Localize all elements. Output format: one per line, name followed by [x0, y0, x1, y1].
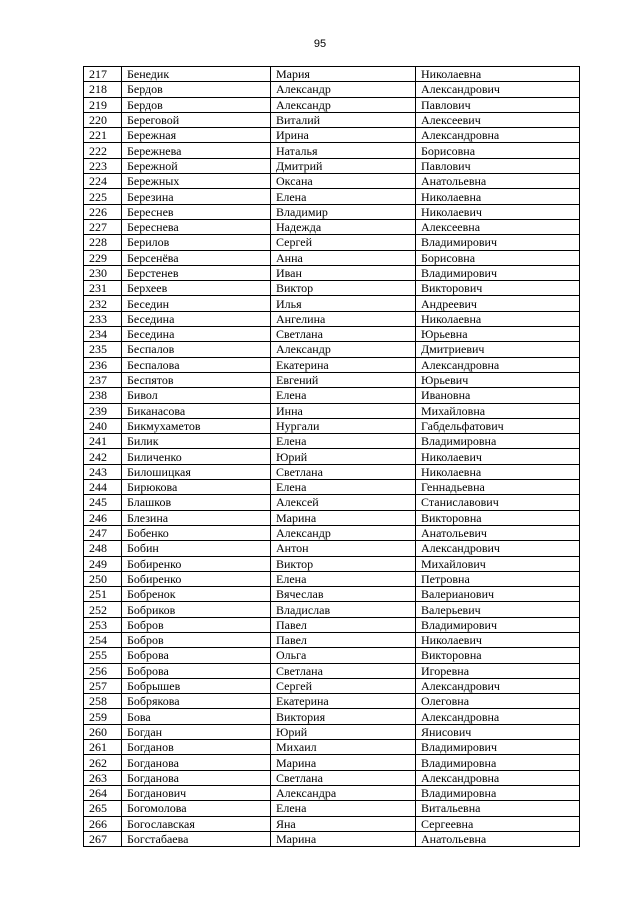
- first-name-cell: Екатерина: [271, 694, 416, 709]
- table-row: [84, 342, 580, 357]
- table-row: [84, 694, 580, 709]
- table-row: [84, 602, 580, 617]
- first-name-cell: Ангелина: [271, 311, 416, 326]
- patronymic-cell: Владимирович: [416, 617, 580, 632]
- row-number-cell: 245: [84, 495, 122, 510]
- table-row: [84, 281, 580, 296]
- last-name-cell: Биличенко: [122, 449, 271, 464]
- first-name-cell: Александр: [271, 82, 416, 97]
- row-number-cell: 220: [84, 112, 122, 127]
- table-row: [84, 97, 580, 112]
- table-row: [84, 372, 580, 387]
- row-number-cell: 231: [84, 281, 122, 296]
- row-number-cell: 256: [84, 663, 122, 678]
- table-row: [84, 556, 580, 571]
- first-name-cell: Евгений: [271, 372, 416, 387]
- row-number-cell: 228: [84, 235, 122, 250]
- last-name-cell: Бобенко: [122, 525, 271, 540]
- patronymic-cell: Игоревна: [416, 663, 580, 678]
- row-number-cell: 241: [84, 434, 122, 449]
- row-number-cell: 257: [84, 678, 122, 693]
- patronymic-cell: Александровна: [416, 357, 580, 372]
- first-name-cell: Сергей: [271, 235, 416, 250]
- last-name-cell: Берилов: [122, 235, 271, 250]
- patronymic-cell: Александрович: [416, 678, 580, 693]
- row-number-cell: 249: [84, 556, 122, 571]
- table-row: [84, 587, 580, 602]
- row-number-cell: 227: [84, 219, 122, 234]
- table-row: [84, 678, 580, 693]
- patronymic-cell: Янисович: [416, 724, 580, 739]
- last-name-cell: Беспятов: [122, 372, 271, 387]
- table-row: [84, 740, 580, 755]
- patronymic-cell: Витальевна: [416, 801, 580, 816]
- table-row: [84, 143, 580, 158]
- first-name-cell: Анна: [271, 250, 416, 265]
- patronymic-cell: Анатольевич: [416, 525, 580, 540]
- first-name-cell: Юрий: [271, 449, 416, 464]
- row-number-cell: 225: [84, 189, 122, 204]
- row-number-cell: 261: [84, 740, 122, 755]
- patronymic-cell: Анатольевна: [416, 174, 580, 189]
- last-name-cell: Богданова: [122, 770, 271, 785]
- last-name-cell: Блашков: [122, 495, 271, 510]
- row-number-cell: 218: [84, 82, 122, 97]
- row-number-cell: 264: [84, 785, 122, 800]
- first-name-cell: Иван: [271, 265, 416, 280]
- patronymic-cell: Николаевна: [416, 189, 580, 204]
- last-name-cell: Бова: [122, 709, 271, 724]
- last-name-cell: Бердов: [122, 97, 271, 112]
- row-number-cell: 221: [84, 128, 122, 143]
- patronymic-cell: Юрьевич: [416, 372, 580, 387]
- first-name-cell: Елена: [271, 801, 416, 816]
- first-name-cell: Светлана: [271, 327, 416, 342]
- patronymic-cell: Владимировна: [416, 785, 580, 800]
- first-name-cell: Светлана: [271, 770, 416, 785]
- last-name-cell: Бикмухаметов: [122, 418, 271, 433]
- row-number-cell: 242: [84, 449, 122, 464]
- table-row: [84, 158, 580, 173]
- patronymic-cell: Андреевич: [416, 296, 580, 311]
- first-name-cell: Инна: [271, 403, 416, 418]
- last-name-cell: Берсенёва: [122, 250, 271, 265]
- patronymic-cell: Владимирович: [416, 740, 580, 755]
- first-name-cell: Александр: [271, 97, 416, 112]
- last-name-cell: Бобиренко: [122, 556, 271, 571]
- patronymic-cell: Алексеевна: [416, 219, 580, 234]
- table-row: [84, 403, 580, 418]
- table-row: [84, 82, 580, 97]
- row-number-cell: 260: [84, 724, 122, 739]
- row-number-cell: 258: [84, 694, 122, 709]
- patronymic-cell: Николаевич: [416, 204, 580, 219]
- last-name-cell: Бобиренко: [122, 571, 271, 586]
- first-name-cell: Виталий: [271, 112, 416, 127]
- first-name-cell: Екатерина: [271, 357, 416, 372]
- last-name-cell: Беседина: [122, 311, 271, 326]
- patronymic-cell: Николаевна: [416, 67, 580, 82]
- patronymic-cell: Александровна: [416, 770, 580, 785]
- patronymic-cell: Сергеевна: [416, 816, 580, 831]
- table-row: [84, 357, 580, 372]
- row-number-cell: 263: [84, 770, 122, 785]
- last-name-cell: Боброва: [122, 648, 271, 663]
- patronymic-cell: Анатольевна: [416, 831, 580, 846]
- roster-table-body: [84, 67, 580, 847]
- last-name-cell: Богомолова: [122, 801, 271, 816]
- table-row: [84, 112, 580, 127]
- last-name-cell: Берстенев: [122, 265, 271, 280]
- last-name-cell: Бережная: [122, 128, 271, 143]
- last-name-cell: Береговой: [122, 112, 271, 127]
- last-name-cell: Береснева: [122, 219, 271, 234]
- first-name-cell: Елена: [271, 571, 416, 586]
- last-name-cell: Богославская: [122, 816, 271, 831]
- first-name-cell: Александр: [271, 525, 416, 540]
- first-name-cell: Марина: [271, 831, 416, 846]
- table-row: [84, 801, 580, 816]
- row-number-cell: 250: [84, 571, 122, 586]
- last-name-cell: Бобрышев: [122, 678, 271, 693]
- table-row: [84, 495, 580, 510]
- row-number-cell: 232: [84, 296, 122, 311]
- first-name-cell: Ольга: [271, 648, 416, 663]
- row-number-cell: 243: [84, 464, 122, 479]
- first-name-cell: Марина: [271, 755, 416, 770]
- last-name-cell: Беседин: [122, 296, 271, 311]
- first-name-cell: Вячеслав: [271, 587, 416, 602]
- row-number-cell: 229: [84, 250, 122, 265]
- row-number-cell: 265: [84, 801, 122, 816]
- last-name-cell: Бобров: [122, 632, 271, 647]
- patronymic-cell: Борисовна: [416, 250, 580, 265]
- patronymic-cell: Николаевич: [416, 632, 580, 647]
- patronymic-cell: Ивановна: [416, 388, 580, 403]
- patronymic-cell: Владимирович: [416, 235, 580, 250]
- first-name-cell: Елена: [271, 189, 416, 204]
- table-row: [84, 296, 580, 311]
- first-name-cell: Оксана: [271, 174, 416, 189]
- table-row: [84, 770, 580, 785]
- last-name-cell: Беспалов: [122, 342, 271, 357]
- row-number-cell: 223: [84, 158, 122, 173]
- last-name-cell: Богдан: [122, 724, 271, 739]
- last-name-cell: Берхеев: [122, 281, 271, 296]
- patronymic-cell: Павлович: [416, 158, 580, 173]
- row-number-cell: 237: [84, 372, 122, 387]
- table-row: [84, 265, 580, 280]
- patronymic-cell: Владимировна: [416, 755, 580, 770]
- table-row: [84, 235, 580, 250]
- table-row: [84, 327, 580, 342]
- table-row: [84, 250, 580, 265]
- row-number-cell: 239: [84, 403, 122, 418]
- row-number-cell: 267: [84, 831, 122, 846]
- last-name-cell: Бобриков: [122, 602, 271, 617]
- last-name-cell: Беседина: [122, 327, 271, 342]
- last-name-cell: Билошицкая: [122, 464, 271, 479]
- patronymic-cell: Александрович: [416, 82, 580, 97]
- row-number-cell: 219: [84, 97, 122, 112]
- last-name-cell: Бивол: [122, 388, 271, 403]
- first-name-cell: Нургали: [271, 418, 416, 433]
- row-number-cell: 266: [84, 816, 122, 831]
- row-number-cell: 251: [84, 587, 122, 602]
- row-number-cell: 248: [84, 541, 122, 556]
- patronymic-cell: Станиславович: [416, 495, 580, 510]
- last-name-cell: Богданова: [122, 755, 271, 770]
- patronymic-cell: Борисовна: [416, 143, 580, 158]
- table-row: [84, 785, 580, 800]
- first-name-cell: Александра: [271, 785, 416, 800]
- last-name-cell: Бобрякова: [122, 694, 271, 709]
- row-number-cell: 247: [84, 525, 122, 540]
- last-name-cell: Бердов: [122, 82, 271, 97]
- table-row: [84, 204, 580, 219]
- patronymic-cell: Алексеевич: [416, 112, 580, 127]
- first-name-cell: Илья: [271, 296, 416, 311]
- first-name-cell: Павел: [271, 617, 416, 632]
- roster-table: [83, 66, 580, 847]
- table-row: [84, 388, 580, 403]
- last-name-cell: Бережных: [122, 174, 271, 189]
- patronymic-cell: Владимировна: [416, 434, 580, 449]
- table-row: [84, 480, 580, 495]
- row-number-cell: 254: [84, 632, 122, 647]
- table-row: [84, 663, 580, 678]
- row-number-cell: 253: [84, 617, 122, 632]
- table-row: [84, 418, 580, 433]
- row-number-cell: 252: [84, 602, 122, 617]
- first-name-cell: Светлана: [271, 464, 416, 479]
- patronymic-cell: Александровна: [416, 709, 580, 724]
- row-number-cell: 222: [84, 143, 122, 158]
- row-number-cell: 234: [84, 327, 122, 342]
- first-name-cell: Елена: [271, 480, 416, 495]
- patronymic-cell: Валерьевич: [416, 602, 580, 617]
- patronymic-cell: Юрьевна: [416, 327, 580, 342]
- table-row: [84, 525, 580, 540]
- first-name-cell: Александр: [271, 342, 416, 357]
- first-name-cell: Надежда: [271, 219, 416, 234]
- patronymic-cell: Валерианович: [416, 587, 580, 602]
- row-number-cell: 217: [84, 67, 122, 82]
- table-row: [84, 816, 580, 831]
- table-row: [84, 189, 580, 204]
- last-name-cell: Береснев: [122, 204, 271, 219]
- patronymic-cell: Павлович: [416, 97, 580, 112]
- last-name-cell: Бобренок: [122, 587, 271, 602]
- table-row: [84, 510, 580, 525]
- first-name-cell: Дмитрий: [271, 158, 416, 173]
- table-row: [84, 434, 580, 449]
- first-name-cell: Владимир: [271, 204, 416, 219]
- table-row: [84, 541, 580, 556]
- patronymic-cell: Викторович: [416, 281, 580, 296]
- row-number-cell: 246: [84, 510, 122, 525]
- row-number-cell: 235: [84, 342, 122, 357]
- first-name-cell: Елена: [271, 434, 416, 449]
- patronymic-cell: Владимирович: [416, 265, 580, 280]
- first-name-cell: Михаил: [271, 740, 416, 755]
- row-number-cell: 259: [84, 709, 122, 724]
- row-number-cell: 240: [84, 418, 122, 433]
- first-name-cell: Алексей: [271, 495, 416, 510]
- patronymic-cell: Дмитриевич: [416, 342, 580, 357]
- table-row: [84, 617, 580, 632]
- last-name-cell: Богданов: [122, 740, 271, 755]
- table-row: [84, 755, 580, 770]
- patronymic-cell: Николаевич: [416, 449, 580, 464]
- last-name-cell: Богданович: [122, 785, 271, 800]
- patronymic-cell: Николаевна: [416, 464, 580, 479]
- last-name-cell: Бобров: [122, 617, 271, 632]
- last-name-cell: Биканасова: [122, 403, 271, 418]
- patronymic-cell: Михайлович: [416, 556, 580, 571]
- last-name-cell: Бережнева: [122, 143, 271, 158]
- first-name-cell: Юрий: [271, 724, 416, 739]
- first-name-cell: Наталья: [271, 143, 416, 158]
- table-row: [84, 174, 580, 189]
- table-row: [84, 724, 580, 739]
- first-name-cell: Марина: [271, 510, 416, 525]
- table-row: [84, 219, 580, 234]
- last-name-cell: Бережной: [122, 158, 271, 173]
- first-name-cell: Виктория: [271, 709, 416, 724]
- table-row: [84, 128, 580, 143]
- patronymic-cell: Александрович: [416, 541, 580, 556]
- patronymic-cell: Александровна: [416, 128, 580, 143]
- patronymic-cell: Олеговна: [416, 694, 580, 709]
- table-row: [84, 571, 580, 586]
- first-name-cell: Виктор: [271, 281, 416, 296]
- patronymic-cell: Николаевна: [416, 311, 580, 326]
- first-name-cell: Елена: [271, 388, 416, 403]
- table-row: [84, 648, 580, 663]
- last-name-cell: Блезина: [122, 510, 271, 525]
- table-row: [84, 709, 580, 724]
- first-name-cell: Мария: [271, 67, 416, 82]
- patronymic-cell: Викторовна: [416, 648, 580, 663]
- table-row: [84, 831, 580, 846]
- row-number-cell: 238: [84, 388, 122, 403]
- row-number-cell: 224: [84, 174, 122, 189]
- last-name-cell: Богстабаева: [122, 831, 271, 846]
- table-row: [84, 464, 580, 479]
- row-number-cell: 262: [84, 755, 122, 770]
- table-row: [84, 67, 580, 82]
- row-number-cell: 236: [84, 357, 122, 372]
- row-number-cell: 244: [84, 480, 122, 495]
- table-row: [84, 311, 580, 326]
- last-name-cell: Билик: [122, 434, 271, 449]
- patronymic-cell: Геннадьевна: [416, 480, 580, 495]
- table-row: [84, 449, 580, 464]
- last-name-cell: Бенедик: [122, 67, 271, 82]
- row-number-cell: 255: [84, 648, 122, 663]
- row-number-cell: 226: [84, 204, 122, 219]
- last-name-cell: Беспалова: [122, 357, 271, 372]
- last-name-cell: Березина: [122, 189, 271, 204]
- first-name-cell: Виктор: [271, 556, 416, 571]
- patronymic-cell: Викторовна: [416, 510, 580, 525]
- row-number-cell: 230: [84, 265, 122, 280]
- page-number: 95: [313, 38, 327, 50]
- first-name-cell: Яна: [271, 816, 416, 831]
- patronymic-cell: Петровна: [416, 571, 580, 586]
- first-name-cell: Ирина: [271, 128, 416, 143]
- table-row: [84, 632, 580, 647]
- patronymic-cell: Габдельфатович: [416, 418, 580, 433]
- first-name-cell: Владислав: [271, 602, 416, 617]
- patronymic-cell: Михайловна: [416, 403, 580, 418]
- last-name-cell: Боброва: [122, 663, 271, 678]
- first-name-cell: Светлана: [271, 663, 416, 678]
- first-name-cell: Сергей: [271, 678, 416, 693]
- last-name-cell: Бирюкова: [122, 480, 271, 495]
- last-name-cell: Бобин: [122, 541, 271, 556]
- first-name-cell: Антон: [271, 541, 416, 556]
- row-number-cell: 233: [84, 311, 122, 326]
- first-name-cell: Павел: [271, 632, 416, 647]
